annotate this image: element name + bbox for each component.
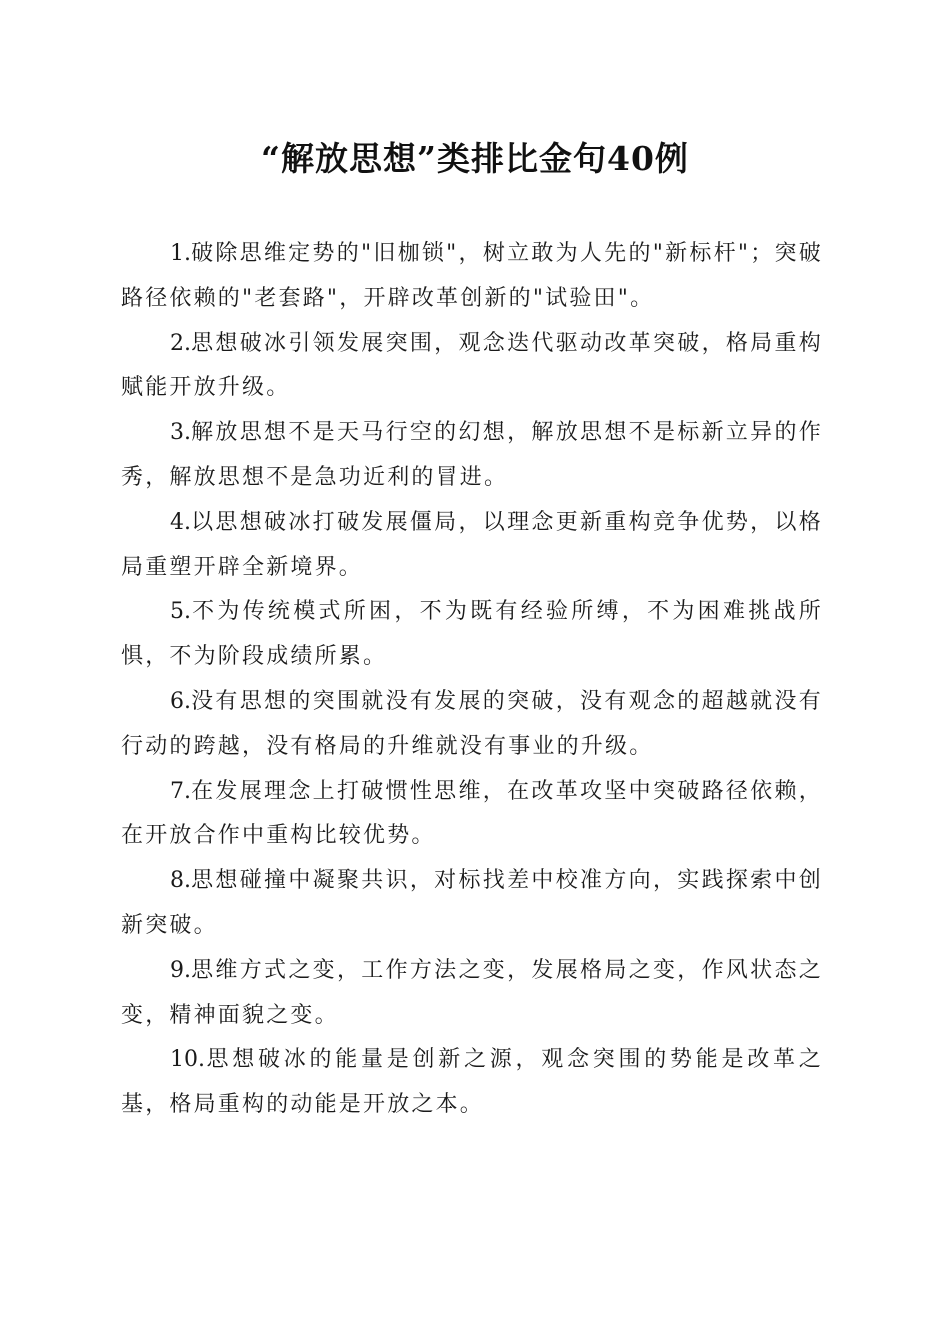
- item-text: 思想碰撞中凝聚共识，对标找差中校准方向，实践探索中创新突破。: [121, 868, 823, 938]
- list-item: [121, 680, 823, 770]
- item-number: 5.: [170, 599, 191, 625]
- list-item: [121, 590, 823, 680]
- document-title: “解放思想”类排比金句40例: [261, 139, 689, 178]
- list-item: [121, 949, 823, 1039]
- item-number: 9.: [170, 957, 191, 983]
- item-number: 10.: [170, 1047, 205, 1073]
- list-item: [121, 501, 823, 591]
- item-number: 1.: [170, 241, 191, 266]
- item-text: 破除思维定势的"旧枷锁"，树立敢为人先的"新标杆"；突破路径依赖的"老套路"，开辟改革创新的"试验田"。: [121, 241, 823, 311]
- list-item: [121, 232, 823, 322]
- list-item: [121, 1038, 823, 1128]
- list-item: [121, 770, 823, 860]
- item-text: 思维方式之变，工作方法之变，发展格局之变，作风状态之变，精神面貌之变。: [121, 957, 823, 1028]
- document-body: [121, 232, 823, 1128]
- item-text: 思想破冰引领发展突围，观念迭代驱动改革突破，格局重构赋能开放升级。: [121, 330, 823, 401]
- list-item: [121, 859, 823, 949]
- list-item: [121, 411, 823, 501]
- item-text: 以思想破冰打破发展僵局，以理念更新重构竞争优势，以格局重塑开辟全新境界。: [121, 509, 823, 580]
- list-item: [121, 322, 823, 412]
- item-number: 2.: [170, 330, 191, 356]
- item-text: 不为传统模式所困，不为既有经验所缚，不为困难挑战所惧，不为阶段成绩所累。: [121, 599, 823, 670]
- item-text: 没有思想的突围就没有发展的突破，没有观念的超越就没有行动的跨越，没有格局的升维就没有事业的升级。: [121, 688, 823, 759]
- item-number: 4.: [170, 509, 191, 535]
- item-number: 3.: [170, 420, 191, 446]
- item-number: 8.: [170, 868, 191, 894]
- item-text: 解放思想不是天马行空的幻想，解放思想不是标新立异的作秀，解放思想不是急功近利的冒进。: [121, 420, 823, 490]
- item-text: 思想破冰的能量是创新之源，观念突围的势能是改革之基，格局重构的动能是开放之本。: [121, 1047, 823, 1118]
- item-number: 7.: [170, 778, 191, 804]
- item-number: 6.: [170, 688, 191, 714]
- item-text: 在发展理念上打破惯性思维，在改革攻坚中突破路径依赖，在开放合作中重构比较优势。: [121, 778, 823, 849]
